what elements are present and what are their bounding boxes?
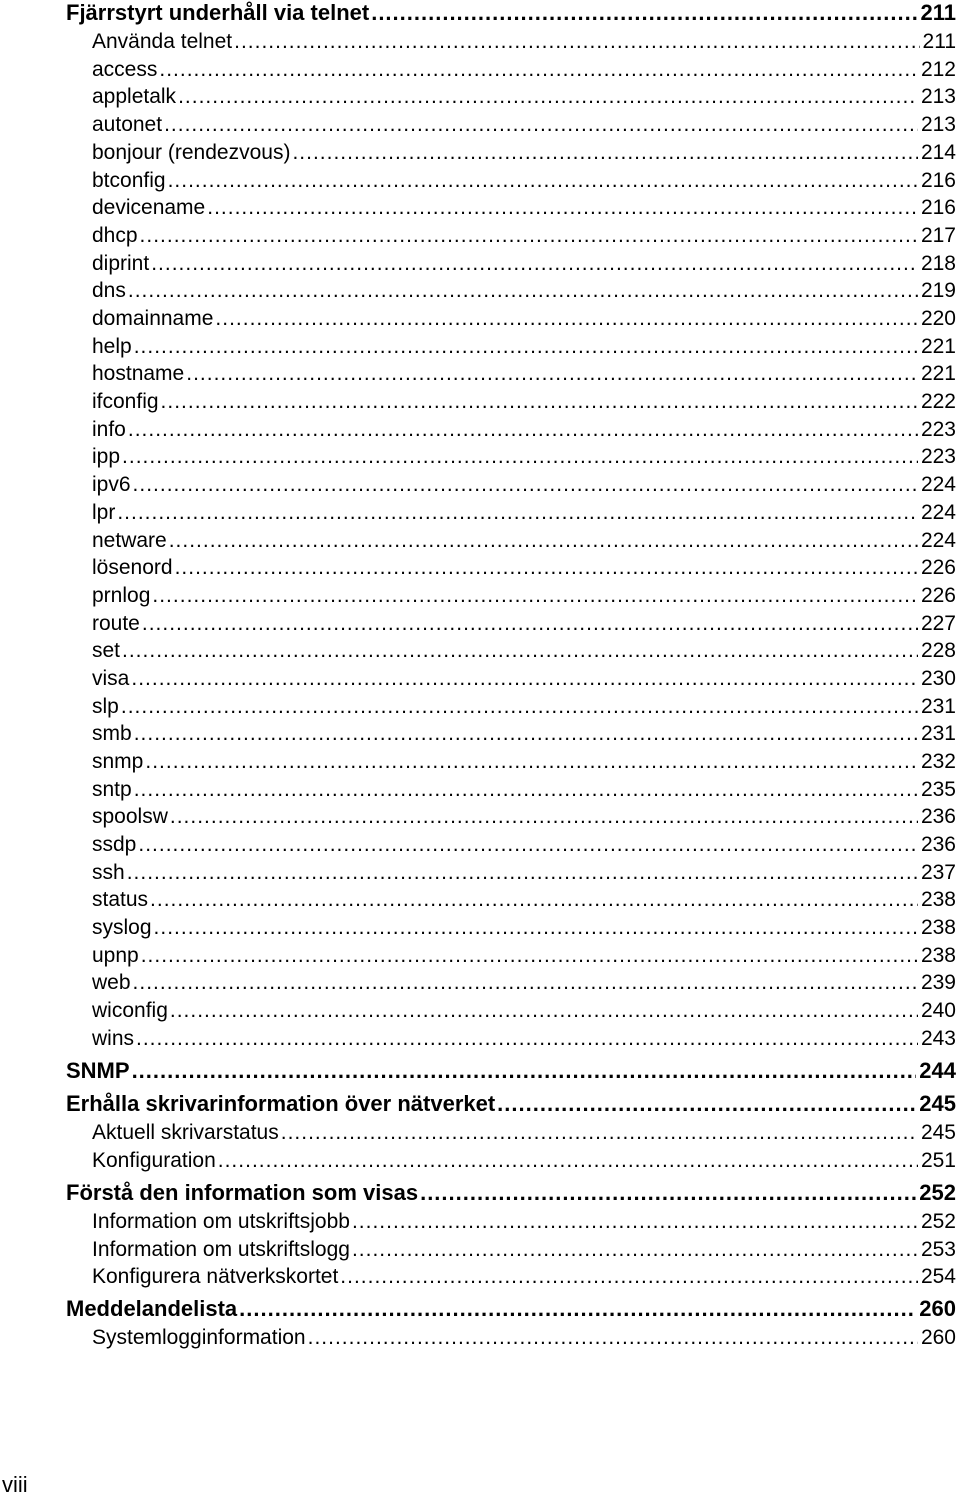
toc-entry-page-number: 237 — [920, 861, 956, 884]
dot-leader — [420, 1182, 916, 1204]
toc-entry[interactable] — [92, 945, 956, 966]
toc-entry-page-number: 238 — [920, 888, 956, 911]
dot-leader — [340, 1266, 918, 1287]
toc-entry-page-number: 224 — [920, 529, 956, 552]
toc-entry-page-number: 254 — [920, 1265, 956, 1288]
toc-entry-page-number: 211 — [922, 30, 956, 53]
toc-heading-entry[interactable] — [66, 1093, 956, 1115]
toc-entry-label: diprint — [92, 252, 150, 275]
dot-leader — [161, 391, 918, 412]
toc-entry-label: ssdp — [92, 833, 137, 856]
dot-leader — [134, 336, 918, 357]
toc-entry-label: hostname — [92, 362, 185, 385]
dot-leader — [117, 502, 918, 523]
toc-entry-page-number: 231 — [920, 695, 956, 718]
dot-leader — [154, 917, 918, 938]
toc-entry[interactable] — [92, 336, 956, 357]
toc-entry[interactable] — [92, 1150, 956, 1171]
toc-entry[interactable] — [92, 474, 956, 495]
toc-entry-page-number: 223 — [920, 418, 956, 441]
toc-entry-page-number: 214 — [920, 141, 956, 164]
toc-entry-label: Förstå den information som visas — [66, 1180, 419, 1205]
toc-entry-label: lpr — [92, 501, 116, 524]
toc-entry-label: btconfig — [92, 169, 166, 192]
toc-entry-label: Information om utskriftsjobb — [92, 1210, 350, 1233]
dot-leader — [170, 806, 918, 827]
toc-entry-label: route — [92, 612, 140, 635]
dot-leader — [152, 585, 918, 606]
toc-entry-label: lösenord — [92, 556, 173, 579]
toc-entry[interactable] — [92, 889, 956, 910]
toc-heading-entry[interactable] — [66, 1182, 956, 1204]
toc-entry-label: Fjärrstyrt underhåll via telnet — [66, 0, 370, 25]
dot-leader — [292, 142, 918, 163]
toc-entry[interactable] — [92, 972, 956, 993]
toc-entry[interactable] — [92, 253, 956, 274]
toc-entry-label: sntp — [92, 778, 132, 801]
toc-entry-page-number: 253 — [920, 1238, 956, 1261]
toc-entry[interactable] — [92, 1211, 956, 1232]
toc-entry-page-number: 217 — [920, 224, 956, 247]
toc-entry-page-number: 224 — [920, 501, 956, 524]
toc-entry-label: help — [92, 335, 132, 358]
toc-entry-page-number: 226 — [920, 556, 956, 579]
toc-entry-page-number: 222 — [920, 390, 956, 413]
toc-entry[interactable] — [92, 751, 956, 772]
dot-leader — [127, 862, 918, 883]
dot-leader — [234, 31, 919, 52]
toc-entry-page-number: 226 — [920, 584, 956, 607]
toc-entry-label: wins — [92, 1027, 135, 1050]
toc-entry-page-number: 211 — [920, 0, 956, 25]
dot-leader — [159, 59, 918, 80]
toc-entry-page-number: 240 — [920, 999, 956, 1022]
toc-entry-label: ipv6 — [92, 473, 131, 496]
toc-entry[interactable] — [92, 723, 956, 744]
toc-entry-label: web — [92, 971, 131, 994]
toc-entry-label: devicename — [92, 196, 206, 219]
toc-entry-page-number: 227 — [920, 612, 956, 635]
dot-leader — [239, 1298, 916, 1320]
dot-leader — [122, 640, 918, 661]
toc-entry-page-number: 239 — [920, 971, 956, 994]
dot-leader — [352, 1239, 918, 1260]
toc-entry-label: Meddelandelista — [66, 1296, 238, 1321]
toc-entry-page-number: 244 — [919, 1058, 956, 1083]
toc-entry-label: SNMP — [66, 1058, 130, 1083]
dot-leader — [128, 280, 918, 301]
toc-entry[interactable] — [92, 640, 956, 661]
dot-leader — [138, 834, 918, 855]
dot-leader — [218, 1150, 918, 1171]
toc-entry-label: Använda telnet — [92, 30, 233, 53]
dot-leader — [497, 1093, 916, 1115]
toc-entry-label: Erhålla skrivarinformation över nätverket — [66, 1091, 496, 1116]
toc-entry[interactable] — [92, 225, 956, 246]
toc-entry[interactable] — [92, 363, 956, 384]
toc-entry-page-number: 228 — [920, 639, 956, 662]
toc-entry-page-number: 224 — [920, 473, 956, 496]
dot-leader — [151, 253, 918, 274]
toc-entry-page-number: 218 — [920, 252, 956, 275]
toc-entry-page-number: 219 — [920, 279, 956, 302]
dot-leader — [132, 1060, 917, 1082]
toc-entry-label: domainname — [92, 307, 214, 330]
toc-entry-page-number: 245 — [919, 1091, 956, 1116]
dot-leader — [133, 474, 918, 495]
toc-entry[interactable] — [92, 419, 956, 440]
toc-entry-label: Konfiguration — [92, 1149, 216, 1172]
toc-entry[interactable] — [92, 1028, 956, 1049]
toc-entry-page-number: 235 — [920, 778, 956, 801]
toc-entry-page-number: 231 — [920, 722, 956, 745]
toc-entry-label: ssh — [92, 861, 125, 884]
toc-entry-label: info — [92, 418, 126, 441]
toc-entry-label: slp — [92, 695, 119, 718]
dot-leader — [175, 557, 918, 578]
dot-leader — [133, 972, 918, 993]
toc-entry-label: smb — [92, 722, 132, 745]
dot-leader — [352, 1211, 918, 1232]
toc-entry-label: appletalk — [92, 85, 177, 108]
toc-entry[interactable] — [92, 114, 956, 135]
toc-entry[interactable] — [92, 917, 956, 938]
toc-entry-page-number: 238 — [920, 916, 956, 939]
dot-leader — [169, 530, 918, 551]
toc-entry-page-number: 230 — [920, 667, 956, 690]
toc-entry[interactable] — [92, 446, 956, 467]
dot-leader — [128, 419, 918, 440]
toc-entry[interactable] — [92, 197, 956, 218]
toc-entry-page-number: 220 — [920, 307, 956, 330]
toc-entry-label: wiconfig — [92, 999, 168, 1022]
toc-entry-page-number: 260 — [920, 1326, 956, 1349]
toc-entry-label: dhcp — [92, 224, 138, 247]
dot-leader — [134, 779, 918, 800]
toc-entry-label: autonet — [92, 113, 163, 136]
toc-entry-label: syslog — [92, 916, 152, 939]
toc-entry-page-number: 260 — [919, 1296, 956, 1321]
toc-entry[interactable] — [92, 1122, 956, 1143]
toc-entry-page-number: 243 — [920, 1027, 956, 1050]
toc-entry-page-number: 213 — [920, 85, 956, 108]
toc-entry-page-number: 251 — [920, 1149, 956, 1172]
toc-entry[interactable] — [92, 834, 956, 855]
toc-entry[interactable] — [92, 86, 956, 107]
toc-entry[interactable] — [92, 779, 956, 800]
toc-entry-page-number: 245 — [920, 1121, 956, 1144]
toc-entry-page-number: 212 — [920, 58, 956, 81]
toc-entry-label: access — [92, 58, 158, 81]
toc-entry-label: ifconfig — [92, 390, 159, 413]
toc-entry-page-number: 252 — [920, 1210, 956, 1233]
toc-entry-page-number: 213 — [920, 113, 956, 136]
toc-entry[interactable] — [92, 696, 956, 717]
toc-entry[interactable] — [92, 308, 956, 329]
dot-leader — [145, 751, 918, 772]
toc-entry-label: visa — [92, 667, 130, 690]
toc-entry-label: dns — [92, 279, 126, 302]
toc-entry-page-number: 232 — [920, 750, 956, 773]
toc-entry-label: netware — [92, 529, 167, 552]
toc-entry[interactable] — [92, 502, 956, 523]
toc-entry-page-number: 221 — [920, 335, 956, 358]
dot-leader — [168, 170, 918, 191]
dot-leader — [308, 1327, 918, 1348]
dot-leader — [131, 668, 918, 689]
toc-entry-page-number: 221 — [920, 362, 956, 385]
dot-leader — [164, 114, 918, 135]
toc-entry[interactable] — [92, 1000, 956, 1021]
dot-leader — [150, 889, 918, 910]
toc-entry[interactable] — [92, 557, 956, 578]
page-number: viii — [2, 1472, 28, 1497]
toc-heading-entry[interactable] — [66, 1298, 956, 1320]
toc-entry-label: spoolsw — [92, 805, 168, 828]
dot-leader — [170, 1000, 918, 1021]
dot-leader — [215, 308, 918, 329]
dot-leader — [136, 1028, 918, 1049]
dot-leader — [207, 197, 918, 218]
dot-leader — [142, 613, 918, 634]
toc-entry[interactable] — [92, 668, 956, 689]
dot-leader — [134, 723, 918, 744]
toc-entry-page-number: 223 — [920, 445, 956, 468]
dot-leader — [141, 945, 918, 966]
toc-entry-page-number: 216 — [920, 169, 956, 192]
dot-leader — [281, 1122, 918, 1143]
toc-entry[interactable] — [92, 862, 956, 883]
toc-entry-label: status — [92, 888, 149, 911]
toc-entry-label: ipp — [92, 445, 121, 468]
toc-entry-page-number: 236 — [920, 805, 956, 828]
toc-heading-entry[interactable] — [66, 2, 956, 24]
toc-entry-label: set — [92, 639, 121, 662]
dot-leader — [178, 86, 918, 107]
dot-leader — [140, 225, 918, 246]
toc-entry[interactable] — [92, 530, 956, 551]
toc-entry[interactable] — [92, 1266, 956, 1287]
toc-entry[interactable] — [92, 391, 956, 412]
toc-entry-label: snmp — [92, 750, 144, 773]
toc-entry-label: Systemlogginformation — [92, 1326, 306, 1349]
toc-entry-label: bonjour (rendezvous) — [92, 141, 291, 164]
toc-entry[interactable] — [92, 613, 956, 634]
toc-entry-label: prnlog — [92, 584, 151, 607]
toc-entry[interactable] — [92, 1239, 956, 1260]
toc-entry[interactable] — [92, 585, 956, 606]
toc-entry-label: Aktuell skrivarstatus — [92, 1121, 279, 1144]
toc-entry[interactable] — [92, 170, 956, 191]
toc-entry-page-number: 216 — [920, 196, 956, 219]
dot-leader — [122, 446, 918, 467]
dot-leader — [186, 363, 918, 384]
toc-entry[interactable] — [92, 806, 956, 827]
toc-entry[interactable] — [92, 280, 956, 301]
dot-leader — [121, 696, 918, 717]
toc-entry[interactable] — [92, 1327, 956, 1348]
toc-entry-page-number: 238 — [920, 944, 956, 967]
toc-entry-label: upnp — [92, 944, 139, 967]
toc-entry-page-number: 236 — [920, 833, 956, 856]
toc-entry-label: Konfigurera nätverkskortet — [92, 1265, 339, 1288]
toc-heading-entry[interactable] — [66, 1060, 956, 1082]
toc-entry-label: Information om utskriftslogg — [92, 1238, 350, 1261]
toc-entry[interactable] — [92, 59, 956, 80]
toc-entry[interactable] — [92, 31, 956, 52]
toc-entry-page-number: 252 — [919, 1180, 956, 1205]
dot-leader — [371, 2, 917, 24]
toc-entry[interactable] — [92, 142, 956, 163]
